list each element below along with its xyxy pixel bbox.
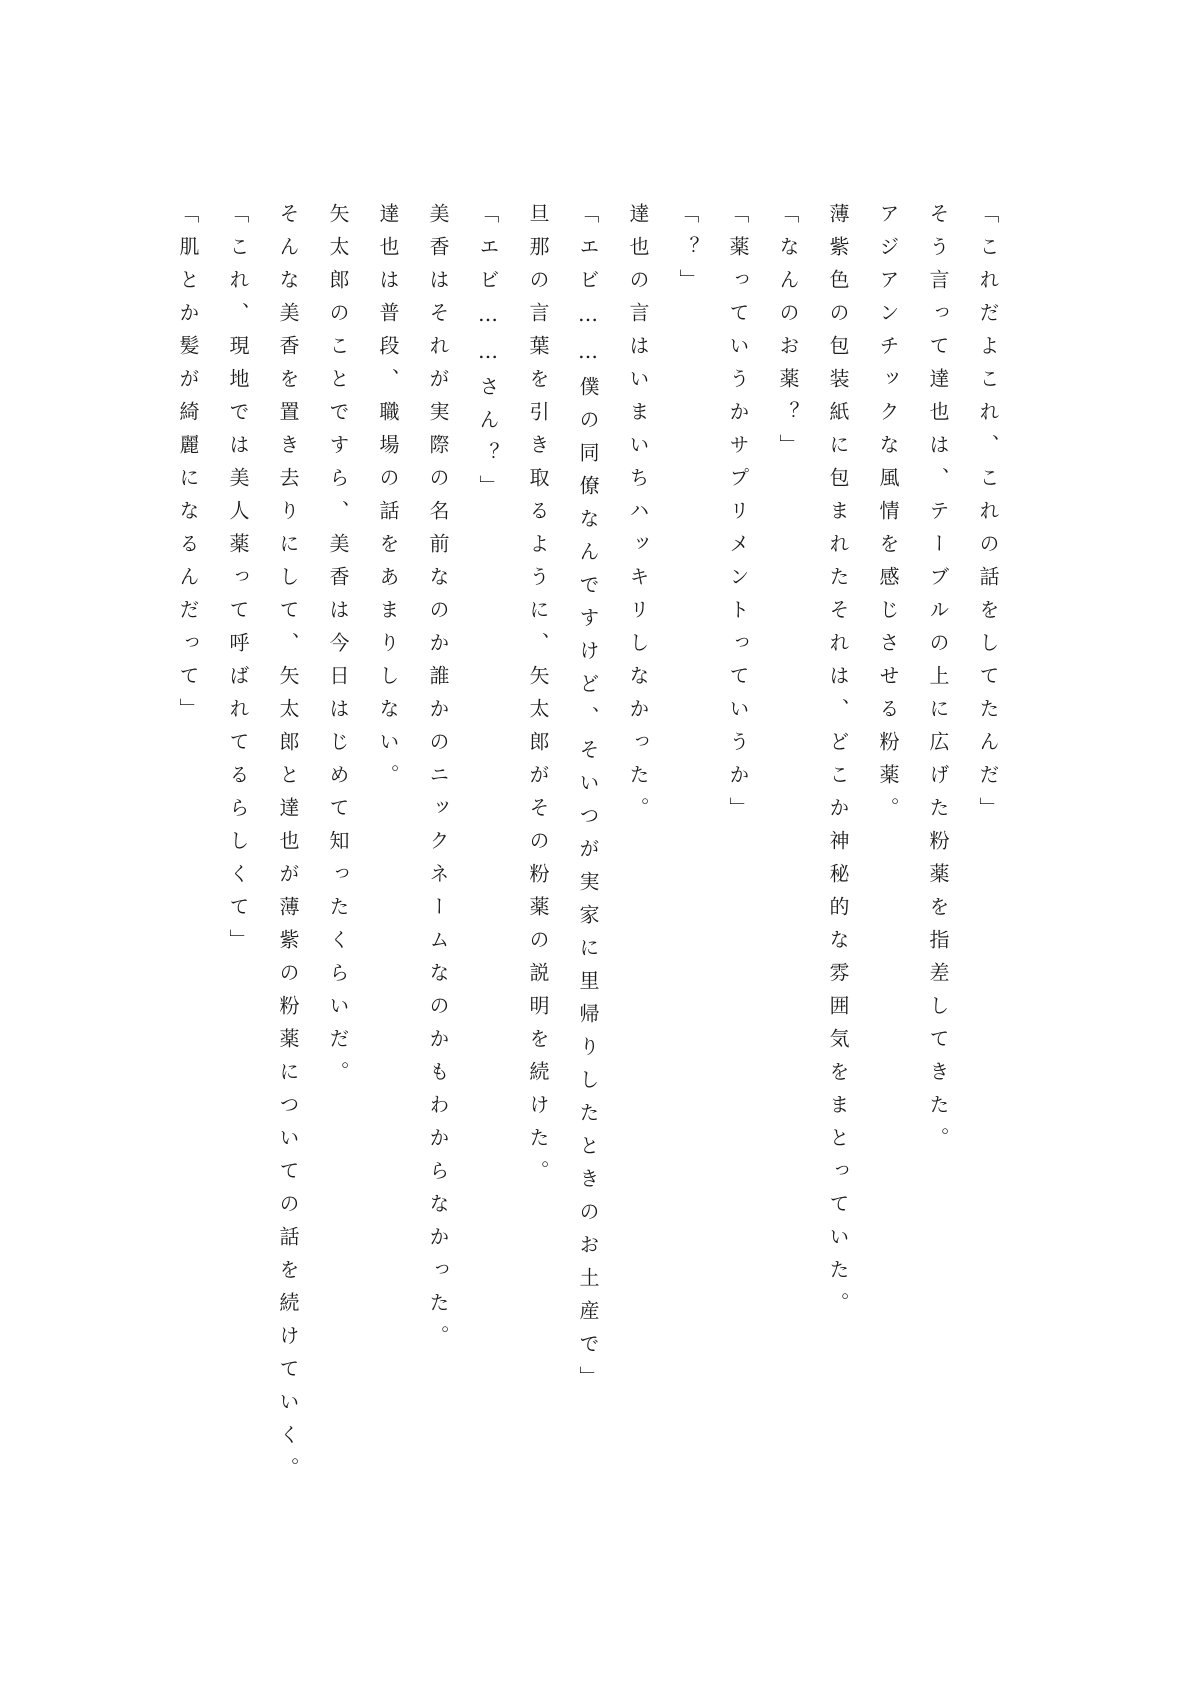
paragraph: 「これだよこれ、これの話をしてたんだ」 — [976, 203, 1000, 830]
paragraph: 旦那の言葉を引き取るように、矢太郎がその粉薬の説明を続けた。 — [526, 203, 550, 1193]
paragraph: 美香はそれが実際の名前なのか誰かのニックネームなのかもわからなかった。 — [426, 203, 450, 1358]
paragraph: 「？」 — [676, 203, 700, 302]
paragraph: 「これ、現地では美人薬って呼ばれてるらしくて」 — [226, 203, 250, 962]
paragraph: そんな美香を置き去りにして、矢太郎と達也が薄紫の粉薬についての話を続けていく。 — [276, 203, 300, 1490]
paragraph: アジアンチックな風情を感じさせる粉薬。 — [876, 203, 900, 830]
paragraph: そう言って達也は、テーブルの上に広げた粉薬を指差してきた。 — [926, 203, 950, 1160]
paragraph: 「エビ……僕の同僚なんですけど、そいつが実家に里帰りしたときのお土産で」 — [576, 203, 600, 1399]
paragraph: 「薬っていうかサプリメントっていうか」 — [726, 203, 750, 830]
paragraph: 達也の言はいまいちハッキリしなかった。 — [626, 203, 650, 830]
paragraph: 矢太郎のことですら、美香は今日はじめて知ったくらいだ。 — [326, 203, 350, 1094]
paragraph: 「エビ……さん？」 — [476, 203, 500, 508]
paragraph: 「なんのお薬？」 — [776, 203, 800, 467]
vertical-text-body — [163, 203, 1013, 1503]
paragraph: 薄紫色の包装紙に包まれたそれは、どこか神秘的な雰囲気をまとっていた。 — [826, 203, 850, 1325]
paragraph: 達也は普段、職場の話をあまりしない。 — [376, 203, 400, 797]
paragraph: 「肌とか髪が綺麗になるんだって」 — [176, 203, 200, 731]
